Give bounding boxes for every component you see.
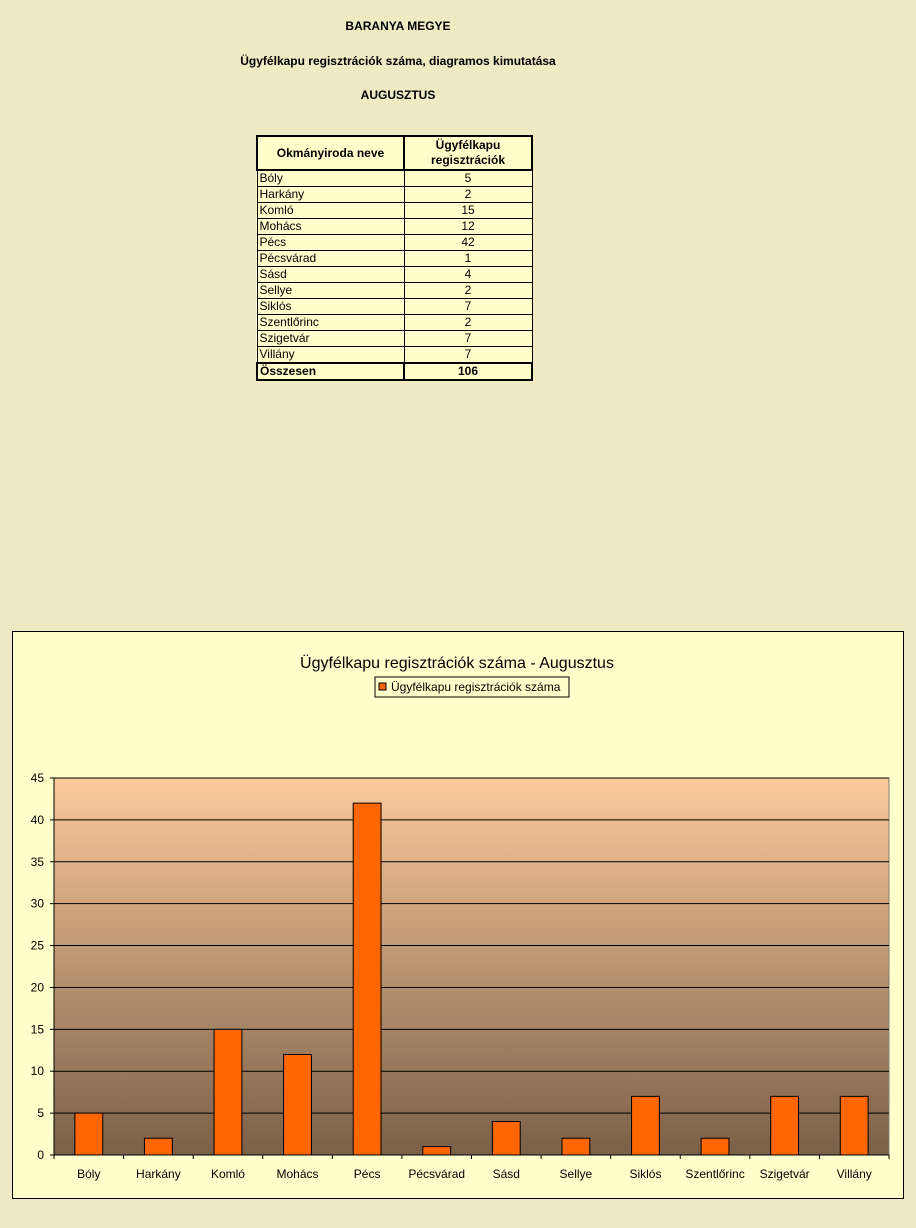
- table-row: [257, 283, 532, 299]
- bar: [423, 1147, 451, 1155]
- office-name-cell: Pécsvárad: [257, 251, 404, 267]
- plot-area: [54, 778, 889, 1155]
- x-tick-label: Szentlőrinc: [685, 1167, 745, 1181]
- chart-title: Ügyfélkapu regisztrációk száma - Augusztus: [300, 655, 614, 672]
- total-row: [257, 363, 532, 380]
- registration-count-cell: 7: [404, 299, 532, 315]
- y-tick-label: 20: [30, 980, 44, 995]
- registration-count-cell: 1: [404, 251, 532, 267]
- total-label: Összesen: [257, 363, 404, 380]
- registration-count-cell: 5: [404, 170, 532, 187]
- table-row: [257, 170, 532, 187]
- x-tick-label: Szigetvár: [759, 1167, 810, 1181]
- office-name-cell: Pécs: [257, 235, 404, 251]
- registration-count-cell: 15: [404, 203, 532, 219]
- office-name-cell: Szentlőrinc: [257, 315, 404, 331]
- registrations-table: [256, 135, 533, 381]
- registration-count-cell: 2: [404, 187, 532, 203]
- registration-count-cell: 7: [404, 331, 532, 347]
- bar-chart: [12, 631, 904, 1199]
- table-row: [257, 251, 532, 267]
- registration-count-cell: 7: [404, 347, 532, 364]
- registration-count-cell: 12: [404, 219, 532, 235]
- table-row: [257, 267, 532, 283]
- table-row: [257, 235, 532, 251]
- office-name-cell: Harkány: [257, 187, 404, 203]
- table-header-row: [257, 136, 532, 170]
- y-tick-label: 45: [30, 771, 44, 785]
- y-tick-label: 5: [37, 1106, 44, 1121]
- bar: [771, 1096, 799, 1155]
- y-tick-label: 0: [37, 1148, 44, 1162]
- x-tick-label: Sásd: [492, 1167, 520, 1181]
- bar: [214, 1029, 242, 1155]
- office-name-cell: Siklós: [257, 299, 404, 315]
- bar: [353, 803, 381, 1155]
- registrations-header-line1: Ügyfélkapu: [435, 138, 501, 152]
- office-name-cell: Szigetvár: [257, 331, 404, 347]
- office-name-cell: Komló: [257, 203, 404, 219]
- y-tick-label: 25: [30, 938, 44, 953]
- county-title: BARANYA MEGYE: [345, 19, 451, 33]
- x-tick-label: Komló: [210, 1167, 245, 1181]
- table-row: [257, 315, 532, 331]
- office-name-cell: Bóly: [257, 170, 404, 187]
- registration-count-cell: 42: [404, 235, 532, 251]
- office-name-cell: Villány: [257, 347, 404, 364]
- bar: [75, 1113, 103, 1155]
- x-tick-label: Siklós: [629, 1167, 662, 1181]
- table-body: [257, 170, 532, 363]
- report-subtitle: Ügyfélkapu regisztrációk száma, diagramos kimutatása: [240, 54, 556, 68]
- y-tick-label: 40: [30, 812, 44, 827]
- office-name-cell: Sásd: [257, 267, 404, 283]
- registration-count-cell: 4: [404, 267, 532, 283]
- chart-legend: [375, 677, 569, 697]
- bar: [144, 1138, 172, 1155]
- bar: [284, 1054, 312, 1155]
- total-value: 106: [404, 363, 532, 380]
- table-row: [257, 299, 532, 315]
- y-tick-label: 15: [30, 1022, 44, 1037]
- table-row: [257, 203, 532, 219]
- registrations-header: [404, 136, 532, 170]
- chart-svg: [13, 632, 903, 1198]
- bar: [701, 1138, 729, 1155]
- y-tick-label: 30: [30, 896, 44, 911]
- table-row: [257, 219, 532, 235]
- table-row: [257, 347, 532, 364]
- legend-label: Ügyfélkapu regisztrációk száma: [391, 680, 561, 694]
- x-tick-label: Villány: [836, 1167, 872, 1181]
- bar: [492, 1121, 520, 1155]
- table-row: [257, 187, 532, 203]
- x-tick-label: Bóly: [77, 1167, 101, 1181]
- x-tick-label: Pécs: [353, 1167, 381, 1181]
- month-title: AUGUSZTUS: [360, 88, 436, 102]
- x-tick-label: Pécsvárad: [408, 1167, 466, 1181]
- y-tick-label: 10: [30, 1064, 44, 1079]
- x-tick-label: Harkány: [136, 1167, 181, 1181]
- y-tick-label: 35: [30, 854, 44, 869]
- bar: [562, 1138, 590, 1155]
- bar: [840, 1096, 868, 1155]
- x-tick-label: Mohács: [276, 1167, 319, 1181]
- bar: [632, 1096, 660, 1155]
- registration-count-cell: 2: [404, 315, 532, 331]
- registration-count-cell: 2: [404, 283, 532, 299]
- office-name-header: Okmányiroda neve: [257, 136, 404, 170]
- table-row: [257, 331, 532, 347]
- office-name-cell: Mohács: [257, 219, 404, 235]
- x-tick-label: Sellye: [559, 1167, 593, 1181]
- office-name-cell: Sellye: [257, 283, 404, 299]
- registrations-header-line2: regisztrációk: [430, 153, 506, 167]
- legend-swatch: [379, 683, 386, 690]
